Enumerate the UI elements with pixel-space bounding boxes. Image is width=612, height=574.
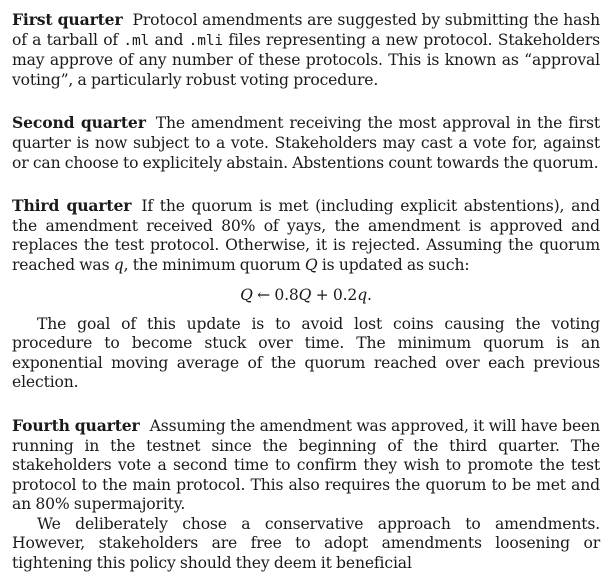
- first-quarter-paragraph: [12, 10, 600, 90]
- eq-lhs: Q: [240, 285, 253, 304]
- variable-Q: Q: [304, 255, 318, 274]
- section-gap: [12, 393, 600, 416]
- variable-q: q: [113, 255, 124, 274]
- third-quarter-text-3: is updated as such:: [317, 255, 470, 274]
- first-quarter-text-2: and: [149, 30, 189, 49]
- third-quarter-paragraph-2: The goal of this update is to avoid lost coins causing the voting procedure to become stuck over time. The minimum quorum is an exponential moving average of the quorum reached over each previous election.: [12, 314, 600, 392]
- third-quarter-text-1: If the quorum is met (including explicit abstentions), and the amendment received 80% of yays, the amendment is approved and replaces the test protocol. Otherwise, it is rejected. Assuming the quorum reached was: [12, 197, 600, 274]
- fourth-quarter-paragraph: [12, 416, 600, 515]
- eq-var-2: q: [357, 285, 368, 304]
- second-quarter-paragraph: [12, 113, 600, 173]
- eq-arrow: ←: [252, 285, 275, 304]
- equation-gap-top: [12, 276, 600, 286]
- first-quarter-text-3: files representing a new protocol. Stakeholders may approve of any number of these protocols. This is known as “approval voting”, a particularly robust voting procedure.: [12, 30, 600, 89]
- section-gap: [12, 90, 600, 113]
- fourth-quarter-heading: Fourth quarter: [12, 415, 140, 435]
- third-quarter-heading: Third quarter: [12, 196, 132, 216]
- eq-var-1: Q: [298, 285, 312, 304]
- fourth-quarter-paragraph-2: We deliberately chose a conservative approach to amendments. However, stakeholders are free to adopt amendments loosening or tightening this policy should they deem it beneficial: [12, 514, 600, 573]
- third-quarter-text-2: , the minimum quorum: [123, 255, 305, 274]
- equation-gap-bottom: [12, 305, 600, 315]
- quorum-update-equation: [12, 286, 600, 305]
- eq-coef-1: 0.8: [274, 285, 299, 304]
- section-gap: [12, 173, 600, 196]
- eq-plus: +: [311, 285, 333, 304]
- first-quarter-text-1: Protocol amendments are suggested by submitting the hash of a tarball of: [12, 11, 600, 49]
- eq-end: .: [367, 285, 372, 304]
- third-quarter-paragraph: [12, 196, 600, 275]
- second-quarter-text: The amendment receiving the most approval in the first quarter is now subject to a vote. Stakeholders may cast a vote for, against or can choose to explicitely abstain. Abstentions count towards the quorum.: [12, 114, 600, 172]
- fourth-quarter-text: Assuming the amendment was approved, it will have been running in the testnet since the beginning of the third quarter. The stakeholders vote a second time to confirm they wish to promote the test protocol to the main protocol. This also requires the quorum to be met and an 80% supermajority.: [12, 416, 600, 514]
- ml-code: .ml: [123, 32, 150, 49]
- mli-code: .mli: [188, 32, 223, 49]
- second-quarter-heading: Second quarter: [12, 113, 146, 133]
- eq-coef-2: 0.2: [332, 285, 358, 304]
- first-quarter-heading: First quarter: [12, 10, 123, 29]
